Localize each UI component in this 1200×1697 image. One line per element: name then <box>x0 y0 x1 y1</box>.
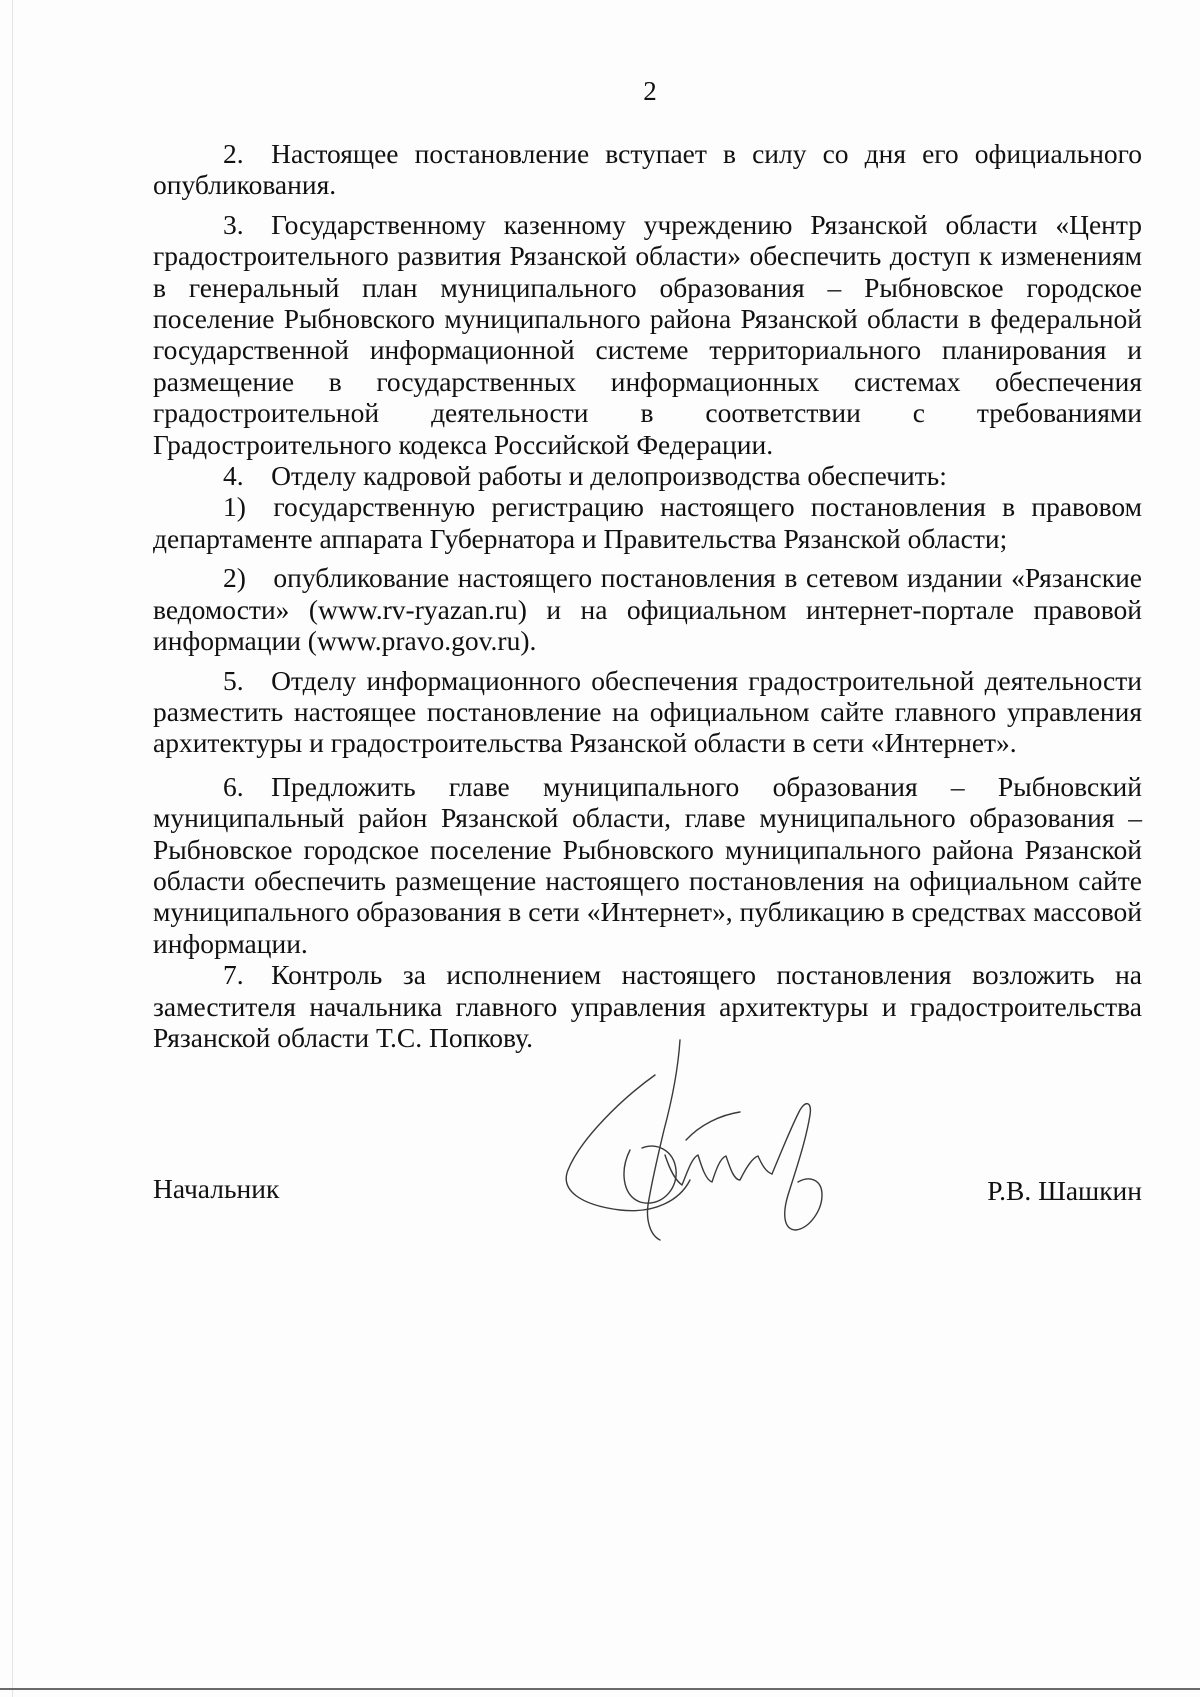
paragraph-5: 5. Отделу информационного обеспечения градостроительной деятельности разместить настоящее постановление на официальном сайте главного управления архитектуры и градостроительства Рязанской области в сети «Интернет». <box>153 664 1142 759</box>
handwritten-signature <box>560 1030 880 1280</box>
paragraph-4-1: 1) государственную регистрацию настоящего постановления в правовом департаменте аппарата Губернатора и Правительства Рязанской области; <box>153 491 1142 554</box>
signatory-name: Р.В. Шашкин <box>987 1175 1142 1206</box>
paragraph-2: 2. Настоящее постановление вступает в силу со дня его официального опубликования. <box>153 138 1142 201</box>
paragraph-7: 7. Контроль за исполнением настоящего постановления возложить на заместителя начальника главного управления архитектуры и градостроительства Рязанской области Т.С. Попкову. <box>153 959 1142 1053</box>
signatory-position: Начальник <box>153 1173 280 1204</box>
paragraph-4-2: 2) опубликование настоящего постановления в сетевом издании «Рязанские ведомости» (www.rv-ryazan.ru) и на официальном интернет-портале правовой информации (www.pravo.gov.ru). <box>153 562 1142 657</box>
signature-block <box>153 1173 1142 1213</box>
document-body <box>153 138 1142 1053</box>
page-number: 2 <box>643 76 657 106</box>
scan-bottom-line <box>0 1688 1200 1690</box>
scan-edge <box>12 0 13 1697</box>
paragraph-3: 3. Государственному казенному учреждению Рязанской области «Центр градостроительного развития Рязанской области» обеспечить доступ к изменениям в генеральный план муниципального образования – Рыбновское городское поселение Рыбновского муниципального района Рязанской области в федеральной государственной информационной системе территориального планирования и размещение в государственных информационных системах обеспечения градостроительной деятельности в соответствии с требованиями Градостроительного кодекса Российской Федерации. <box>153 208 1142 460</box>
paragraph-6: 6. Предложить главе муниципального образования – Рыбновский муниципальный район Рязанской области, главе муниципального образования – Рыбновское городское поселение Рыбновского муниципального района Рязанской области обеспечить размещение настоящего постановления на официальном сайте муниципального образования в сети «Интернет», публикацию в средствах массовой информации. <box>153 770 1142 959</box>
paragraph-4: 4. Отделу кадровой работы и делопроизводства обеспечить: <box>223 460 947 492</box>
